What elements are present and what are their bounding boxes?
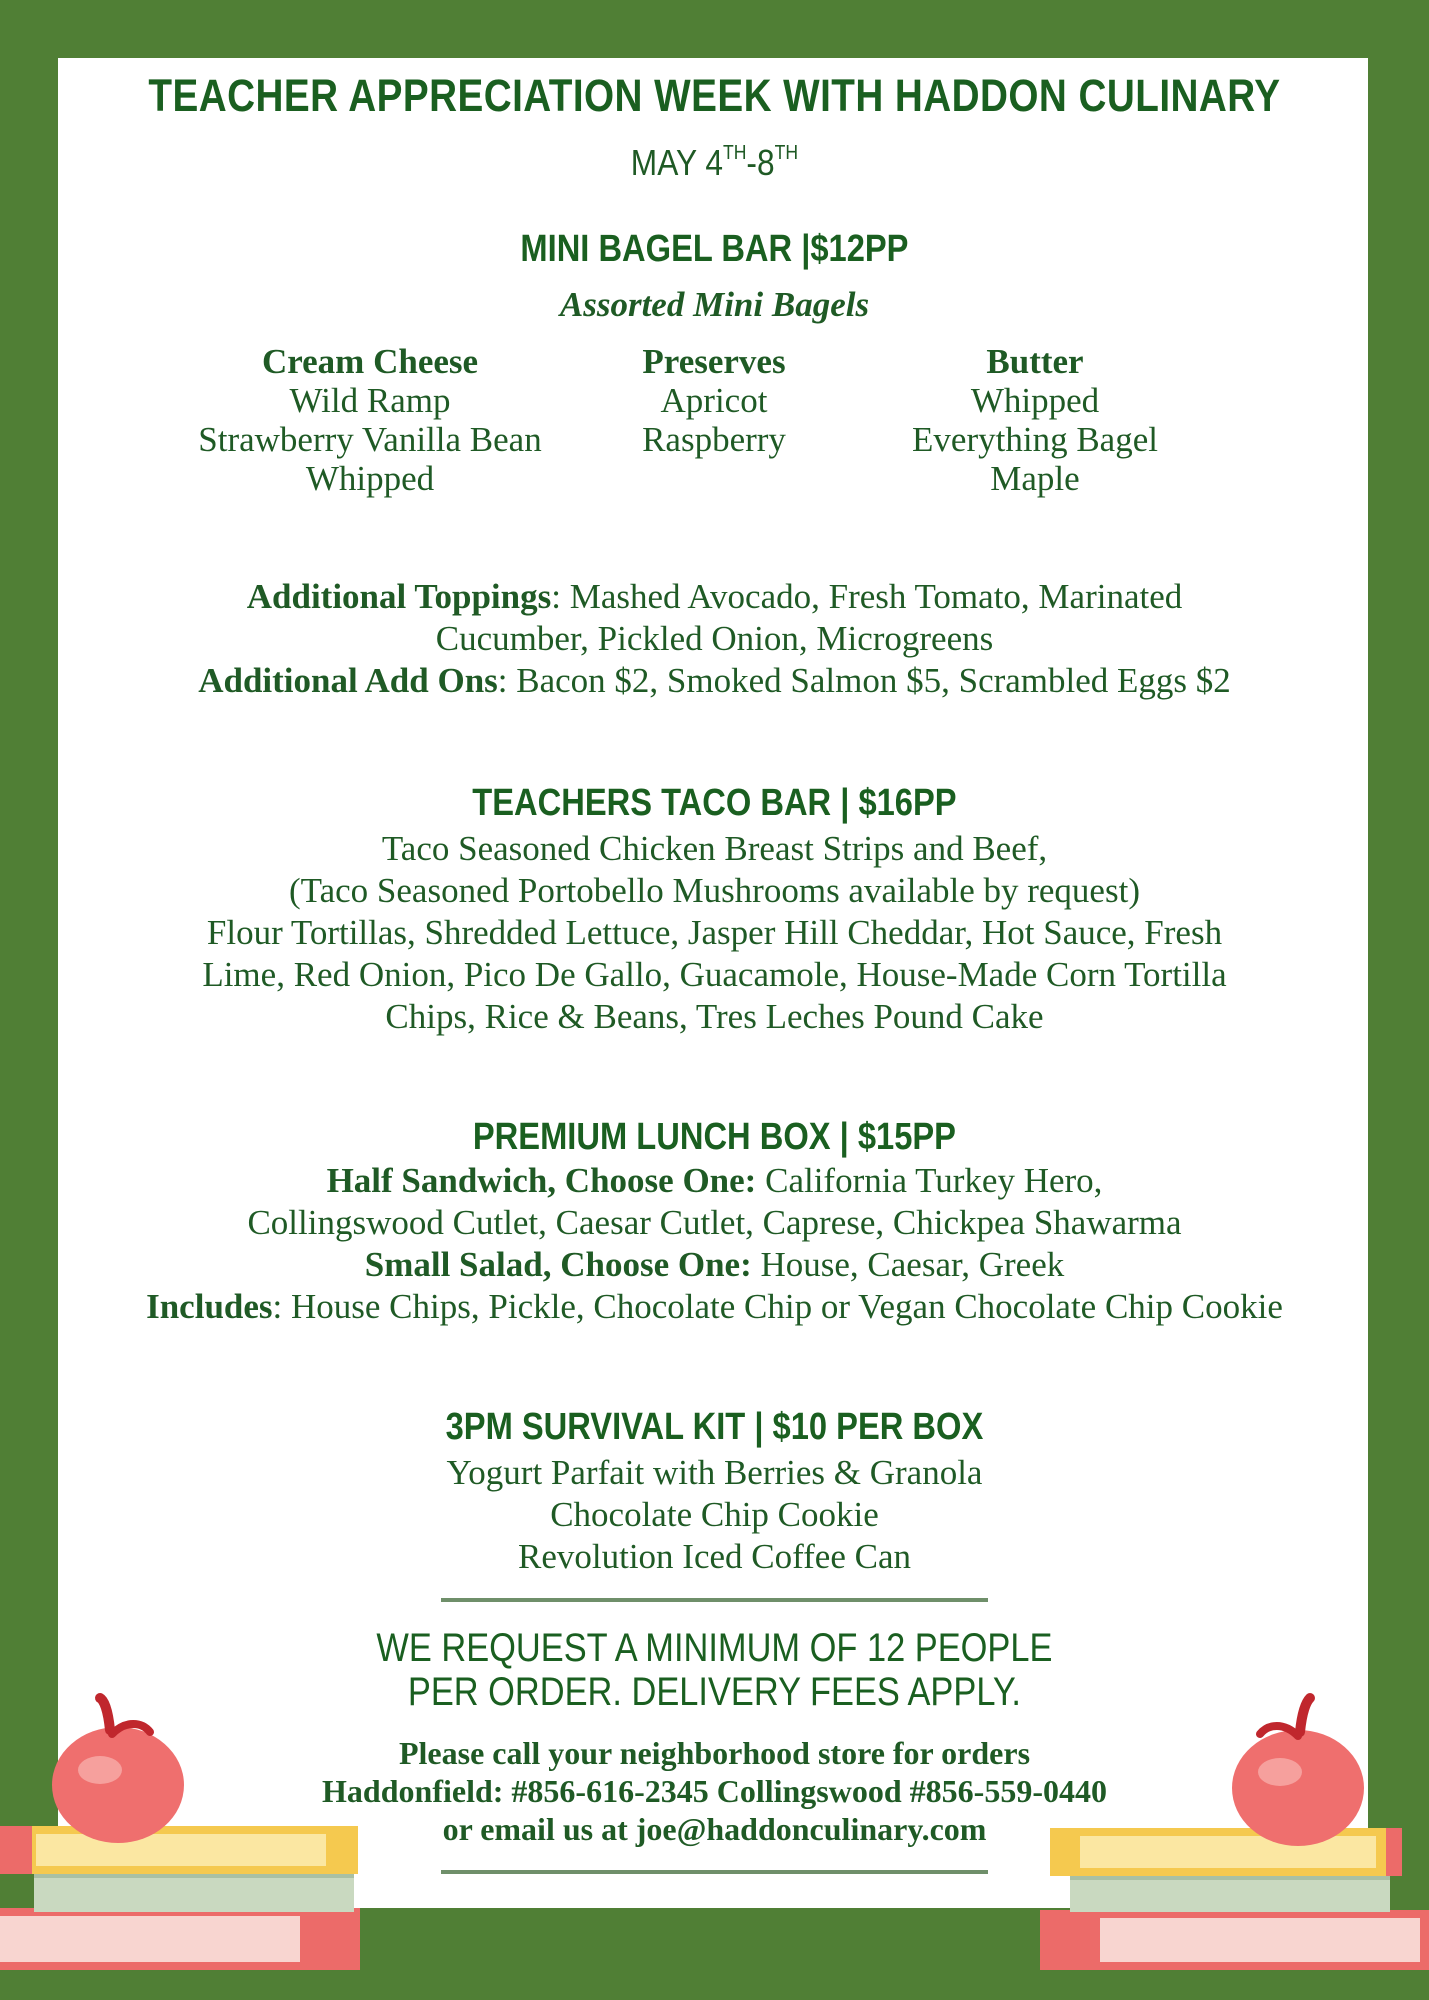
divider-bottom — [441, 1870, 988, 1874]
books-apple-right-icon — [1030, 1690, 1429, 2000]
butter-column — [860, 342, 1210, 498]
list-item: Flour Tortillas, Shredded Lettuce, Jasper Hill Cheddar, Hot Sauce, Fresh — [206, 913, 1223, 952]
taco-bar-description — [0, 828, 1429, 1038]
additional-toppings: Additional Toppings: Mashed Avocado, Fresh Tomato, Marinated Cucumber, Pickled Onion, Microgreens Additional Add Ons: Bacon $2, Smoked Salmon $5, Scrambled Eggs $2 — [198, 577, 1231, 700]
list-item: Taco Seasoned Chicken Breast Strips and Beef, — [381, 829, 1048, 868]
lunch-box-heading: PREMIUM LUNCH BOX | $15PP — [472, 1116, 956, 1158]
contact-info: Please call your neighborhood store for orders Haddonfield: #856-616-2345 Collingswood #856-559-0440 or email us at joe@haddonculinary.com — [322, 1735, 1107, 1847]
column-heading: Preserves — [642, 342, 786, 381]
list-item: Chips, Rice & Beans, Tres Leches Pound Cake — [385, 997, 1044, 1036]
column-heading: Cream Cheese — [261, 342, 479, 381]
list-item: Lime, Red Onion, Pico De Gallo, Guacamole, House-Made Corn Tortilla — [202, 955, 1227, 994]
cream-cheese-column — [150, 342, 590, 498]
list-item: Maple — [990, 459, 1080, 498]
lunch-box-description: Half Sandwich, Choose One: California Turkey Hero, Collingswood Cutlet, Caesar Cutlet, Caprese, Chickpea Shawarma Small Salad, Choose One: House, Caesar, Greek Includes: House Chips, Pickle, Chocolate Chip or Vegan Chocolate Chip Cookie — [146, 1161, 1283, 1326]
bagel-bar-heading: MINI BAGEL BAR |$12PP — [520, 228, 909, 270]
list-item: Revolution Iced Coffee Can — [518, 1537, 911, 1576]
books-apple-left-icon — [0, 1690, 380, 2000]
list-item: Whipped — [970, 381, 1100, 420]
survival-kit-description — [0, 1452, 1429, 1578]
list-item: Everything Bagel — [912, 420, 1158, 459]
list-item: Chocolate Chip Cookie — [550, 1495, 879, 1534]
column-heading: Butter — [986, 342, 1084, 381]
list-item: Wild Ramp — [289, 381, 451, 420]
page-title: TEACHER APPRECIATION WEEK WITH HADDON CULINARY — [148, 70, 1281, 121]
list-item: Strawberry Vanilla Bean — [198, 420, 542, 459]
list-item: (Taco Seasoned Portobello Mushrooms available by request) — [289, 871, 1140, 910]
taco-bar-heading: TEACHERS TACO BAR | $16PP — [472, 782, 957, 824]
list-item: Whipped — [305, 459, 435, 498]
order-notice: WE REQUEST A MINIMUM OF 12 PEOPLE PER ORDER. DELIVERY FEES APPLY. — [376, 1626, 1053, 1714]
list-item: Yogurt Parfait with Berries & Granola — [446, 1453, 983, 1492]
list-item: Raspberry — [642, 420, 786, 459]
preserves-column — [564, 342, 864, 459]
list-item: Apricot — [660, 381, 768, 420]
bagel-bar-subheading: Assorted Mini Bagels — [559, 285, 870, 324]
survival-kit-heading: 3PM SURVIVAL KIT | $10 PER BOX — [445, 1406, 984, 1448]
event-dates: MAY 4TH-8TH — [630, 142, 799, 183]
divider-top — [441, 1598, 988, 1602]
